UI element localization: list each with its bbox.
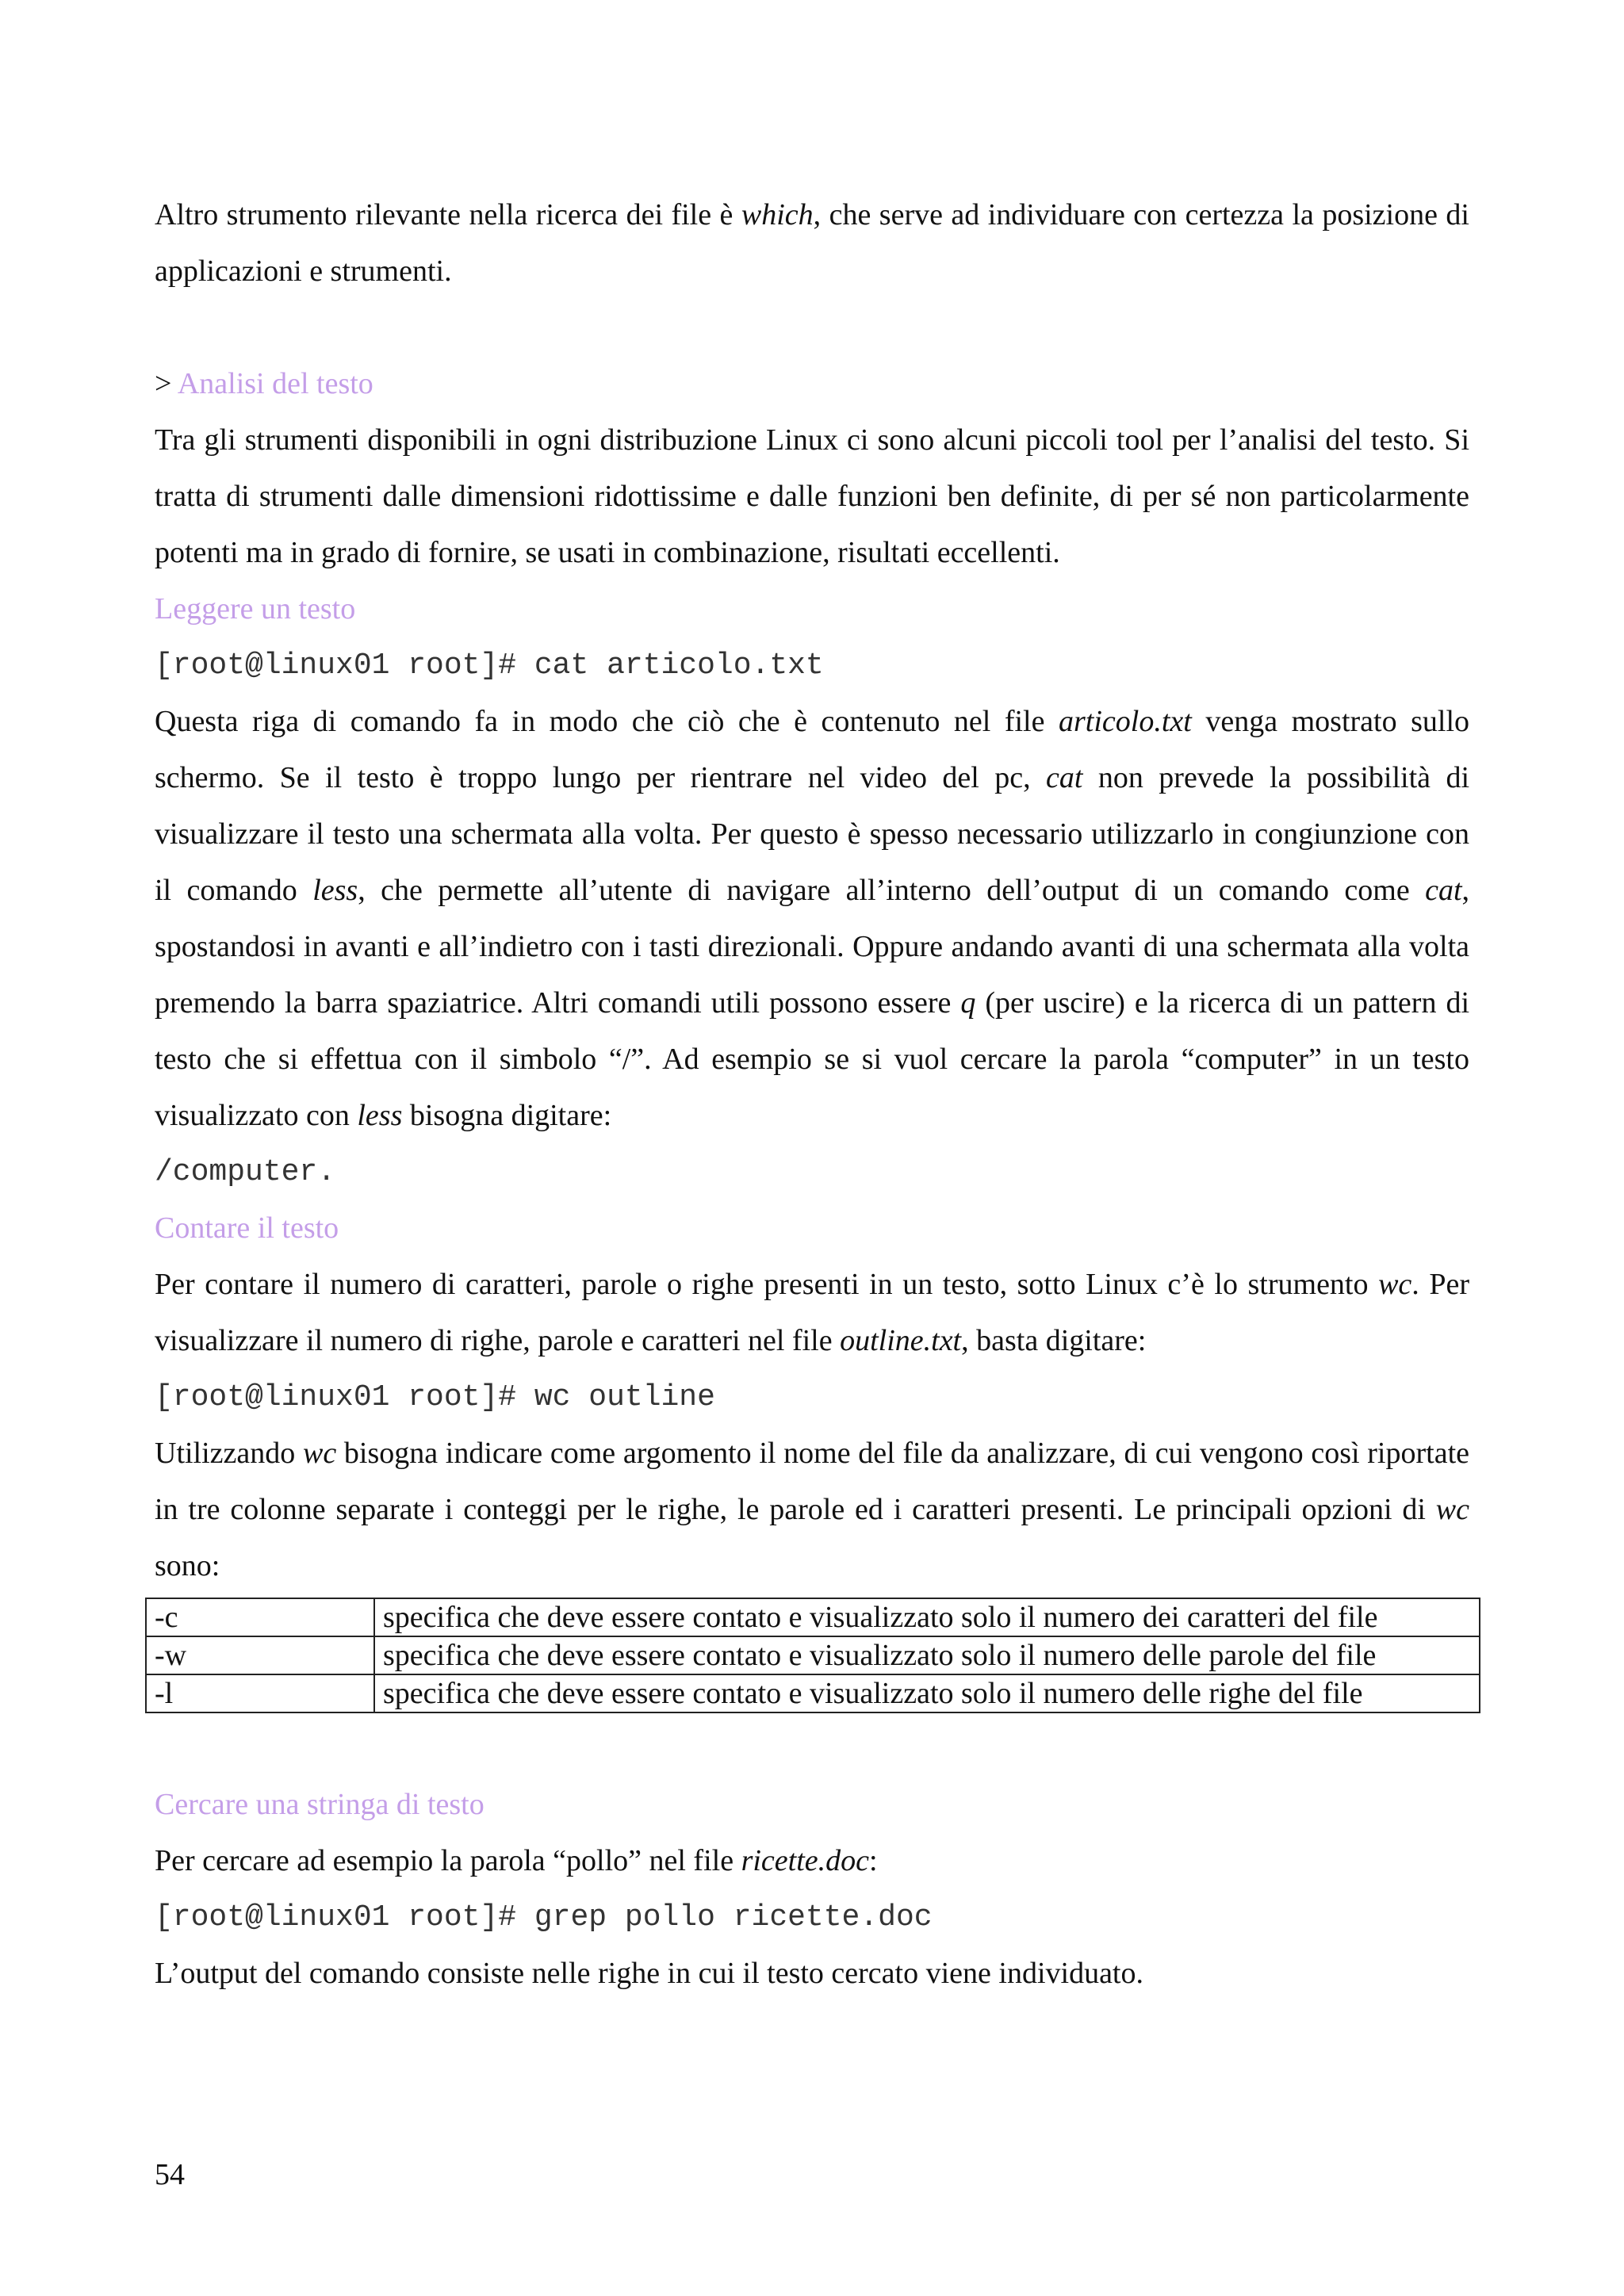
wc-usage-wc-2: wc bbox=[302, 1437, 337, 1470]
read-cat-1: cat bbox=[1046, 761, 1083, 794]
document-body bbox=[155, 187, 1469, 2002]
count-heading: Contare il testo bbox=[155, 1211, 339, 1245]
intro-paragraph bbox=[155, 187, 1469, 300]
count-file: outline.txt bbox=[840, 1324, 962, 1357]
read-text-6: (per uscire) e la ricerca di un pattern di testo che si effettua con il simbolo “/”. Ad esempio se si vuol cercare la parola “computer” in un testo visualizzato con bbox=[155, 986, 1469, 1132]
read-heading: Leggere un testo bbox=[155, 592, 356, 626]
option-description: specifica che deve essere contato e visualizzato solo il numero delle righe del file bbox=[374, 1674, 1480, 1712]
read-cat-2: cat bbox=[1425, 874, 1462, 907]
table-row bbox=[146, 1674, 1480, 1712]
search-text-1: Per cercare ad esempio la parola “pollo” nel file bbox=[155, 1844, 741, 1877]
section-heading-prefix: > bbox=[155, 367, 178, 400]
count-text-1: Per contare il numero di caratteri, parole o righe presenti in un testo, sotto Linux c’è lo strumento bbox=[155, 1268, 1379, 1301]
read-less-1: less bbox=[312, 874, 358, 907]
page-number: 54 bbox=[155, 2158, 185, 2191]
read-text-5: , spostandosi in avanti e all’indietro con i tasti direzionali. Oppure andando avanti di una schermata alla volta premendo la barra spaziatrice. Altri comandi utili possono essere bbox=[155, 874, 1470, 1020]
wc-command: [root@linux01 root]# wc outline bbox=[155, 1380, 715, 1414]
section-heading-title: Analisi del testo bbox=[177, 367, 373, 400]
option-flag: -l bbox=[146, 1674, 374, 1712]
grep-output-note: L’output del comando consiste nelle righe in cui il testo cercato viene individuato. bbox=[155, 1957, 1143, 1990]
read-file: articolo.txt bbox=[1059, 705, 1192, 738]
wc-usage-text-3: sono: bbox=[155, 1549, 220, 1582]
read-text-1: Questa riga di comando fa in modo che ciò che è contenuto nel file bbox=[155, 705, 1059, 738]
read-less-2: less bbox=[357, 1099, 403, 1132]
wc-usage-wc-3: wc bbox=[1435, 1493, 1469, 1526]
search-heading: Cercare una stringa di testo bbox=[155, 1788, 485, 1821]
wc-options-table bbox=[145, 1598, 1480, 1713]
count-paragraph bbox=[155, 1257, 1469, 1369]
count-text-3: , basta digitare: bbox=[961, 1324, 1147, 1357]
section-heading bbox=[155, 356, 1469, 412]
spacer bbox=[155, 1713, 1469, 1777]
read-text-3: non prevede la possibilità di visualizzare il testo una schermata alla volta. Per questo è spesso necessario utilizzarlo in congiunzione con il comando bbox=[155, 761, 1470, 907]
read-q: q bbox=[960, 986, 976, 1020]
table-row bbox=[146, 1598, 1480, 1636]
search-text-2: : bbox=[869, 1844, 878, 1877]
read-text-4: , che permette all’utente di navigare all’interno dell’output di un comando come bbox=[358, 874, 1426, 907]
which-term: which bbox=[741, 198, 814, 232]
wc-usage-text-1: Utilizzando bbox=[155, 1437, 303, 1470]
table-row bbox=[146, 1636, 1480, 1674]
section-intro-paragraph: Tra gli strumenti disponibili in ogni distribuzione Linux ci sono alcuni piccoli tool per l’analisi del testo. Si tratta di strumenti dalle dimensioni ridottissime e dalle funzioni ben definite, di per sé non particolarmente potenti ma in grado di fornire, se usati in combinazione, risultati eccellenti. bbox=[155, 423, 1469, 569]
count-wc-1: wc bbox=[1378, 1268, 1412, 1301]
grep-command: [root@linux01 root]# grep pollo ricette.doc bbox=[155, 1900, 933, 1934]
option-flag: -c bbox=[146, 1598, 374, 1636]
option-flag: -w bbox=[146, 1636, 374, 1674]
read-paragraph bbox=[155, 694, 1469, 1144]
search-pattern-command: /computer. bbox=[155, 1155, 336, 1189]
spacer bbox=[155, 300, 1469, 356]
intro-text-1: Altro strumento rilevante nella ricerca dei file è bbox=[155, 198, 741, 232]
search-paragraph bbox=[155, 1833, 1469, 1889]
option-description: specifica che deve essere contato e visualizzato solo il numero delle parole del file bbox=[374, 1636, 1480, 1674]
read-text-7: bisogna digitare: bbox=[402, 1099, 612, 1132]
option-description: specifica che deve essere contato e visualizzato solo il numero dei caratteri del file bbox=[374, 1598, 1480, 1636]
intro-text-2: , che serve ad individuare con certezza la posizione di applicazioni e strumenti. bbox=[155, 198, 1469, 288]
cat-command: [root@linux01 root]# cat articolo.txt bbox=[155, 649, 824, 683]
read-text-2: venga mostrato sullo schermo. Se il testo è troppo lungo per rientrare nel video del pc, bbox=[155, 705, 1470, 794]
search-file: ricette.doc bbox=[741, 1844, 870, 1877]
wc-usage-text-2: bisogna indicare come argomento il nome del file da analizzare, di cui vengono così riportate in tre colonne separate i conteggi per le righe, le parole ed i caratteri presenti. Le principali opzioni di bbox=[155, 1437, 1469, 1526]
count-text-2: . Per visualizzare il numero di righe, parole e caratteri nel file bbox=[155, 1268, 1469, 1357]
wc-usage-paragraph bbox=[155, 1425, 1469, 1594]
